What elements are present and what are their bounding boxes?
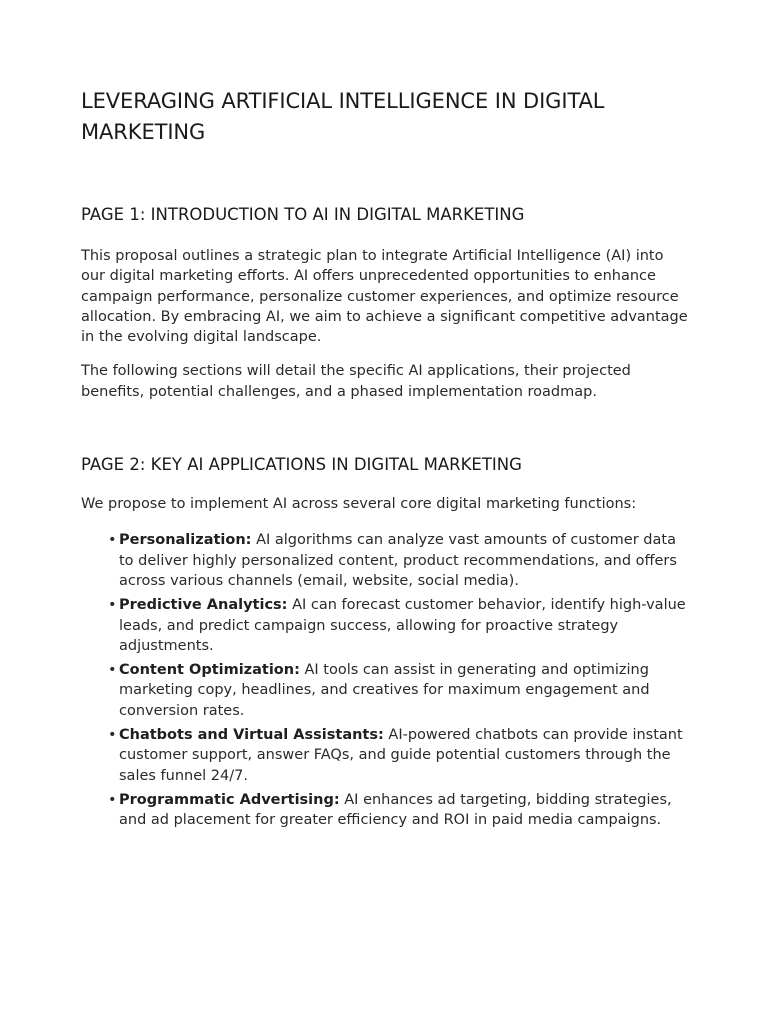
list-item-programmatic-advertising: [108, 790, 691, 831]
intro-paragraph: This proposal outlines a strategic plan to integrate Artificial Intelligence (AI) into our digital marketing efforts. AI offers unprecedented opportunities to enhance campaign performance, personalize customer experiences, and optimize resource allocation. By embracing AI, we aim to achieve a significant competitive advantage in the evolving digital landscape.: [81, 248, 688, 346]
list-item-term: Content Optimization:: [119, 662, 300, 679]
list-item-term: Predictive Analytics:: [119, 597, 288, 614]
followup-paragraph: The following sections will detail the specific AI applications, their projected benefits, potential challenges, and a phased implementation roadmap.: [81, 363, 631, 400]
list-item-term: Programmatic Advertising:: [119, 791, 340, 808]
document-title: LEVERAGING ARTIFICIAL INTELLIGENCE IN DIGITAL MARKETING: [81, 89, 605, 144]
section-heading-applications: PAGE 2: KEY AI APPLICATIONS IN DIGITAL MARKETING: [81, 455, 522, 475]
list-item-term: Personalization:: [119, 532, 252, 549]
list-item-text: AI tools can assist in generating and optimizing marketing copy, headlines, and creatives for maximum engagement and conversion rates.: [119, 662, 650, 719]
list-item-personalization: [108, 530, 691, 591]
applications-list: [81, 530, 691, 830]
section-introduction: [81, 204, 691, 402]
section-heading-introduction: PAGE 1: INTRODUCTION TO AI IN DIGITAL MARKETING: [81, 205, 525, 224]
list-item-predictive-analytics: [108, 595, 691, 656]
list-item-text: AI algorithms can analyze vast amounts of customer data to deliver highly personalized content, product recommendations, and offers across various channels (email, website, social media).: [119, 532, 677, 589]
list-item-chatbots: [108, 725, 691, 786]
list-item-text: AI can forecast customer behavior, identify high-value leads, and predict campaign success, allowing for proactive strategy adjustments.: [119, 597, 686, 654]
list-item-term: Chatbots and Virtual Assistants:: [119, 727, 384, 744]
document-page: [81, 86, 691, 835]
section-applications: [81, 454, 691, 830]
list-item-text: AI enhances ad targeting, bidding strategies, and ad placement for greater efficiency and ROI in paid media campaigns.: [119, 791, 672, 829]
list-item-content-optimization: [108, 660, 691, 721]
applications-intro: We propose to implement AI across several core digital marketing functions:: [81, 496, 637, 513]
list-item-text: AI-powered chatbots can provide instant customer support, answer FAQs, and guide potential customers through the sales funnel 24/7.: [119, 727, 683, 784]
